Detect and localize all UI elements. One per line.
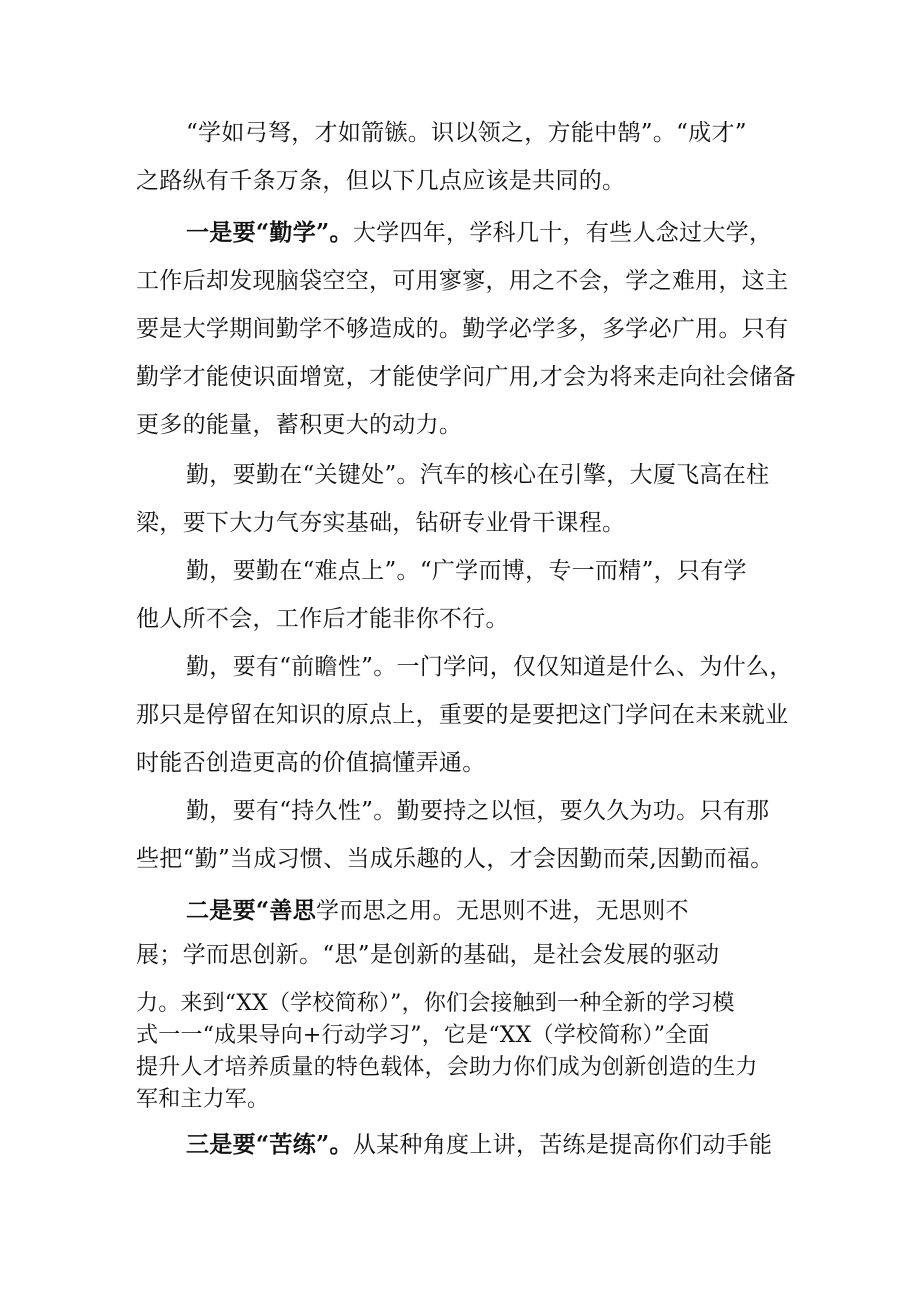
paragraph-2-line-4: 勤学才能使识面增宽，才能使学问广用,才会为将来走向社会储备: [136, 364, 797, 390]
paragraph-5-line-1: 勤，要有“前瞻性”。一门学问，仅仅知道是什么、为什么，: [186, 654, 793, 680]
paragraph-7-line-5: 提升人才培养质量的特色载体，会助力你们成为创新创造的生力: [136, 1055, 758, 1080]
paragraph-1-line-1: “学如弓弩，才如箭镞。识以领之，方能中鹄”。“成才”: [186, 120, 747, 146]
paragraph-1-line-2: 之路纵有千条万条，但以下几点应该是共同的。: [136, 168, 626, 194]
paragraph-5-line-3: 时能否创造更高的价值搞懂弄通。: [136, 750, 486, 776]
paragraph-8-lead: 三是要“苦练”。: [186, 1131, 353, 1158]
paragraph-2-lead: 一是要“勤学”。: [186, 219, 353, 246]
paragraph-8-line-1-text: 从某种角度上讲，苦练是提高你们动手能: [352, 1132, 773, 1158]
paragraph-2-line-2: 工作后却发现脑袋空空，可用寥寥，用之不会，学之难用，这主: [136, 268, 789, 294]
paragraph-2-line-5: 更多的能量，蓄积更大的动力。: [136, 412, 463, 438]
paragraph-4-line-2: 他人所不会，工作后才能非你不行。: [136, 606, 509, 632]
paragraph-4-line-1: 勤，要勤在“难点上”。“广学而博，专一而精”，只有学: [186, 558, 747, 584]
paragraph-7-line-6: 军和主力军。: [136, 1087, 270, 1112]
paragraph-3-line-1: 勤，要勤在“关键处”。汽车的核心在引擎，大厦飞高在柱: [186, 462, 770, 488]
paragraph-6-line-2: 些把“勤”当成习惯、当成乐趣的人，才会因勤而荣,因勤而福。: [136, 846, 774, 872]
paragraph-6-line-1: 勤，要有“持久性”。勤要持之以恒，要久久为功。只有那: [186, 798, 770, 824]
paragraph-8-line-1: [186, 1126, 772, 1159]
paragraph-7-lead: 二是要“善思: [186, 897, 317, 924]
paragraph-7-line-1: [186, 892, 689, 925]
paragraph-2-line-1-text: 大学四年，学科几十，有些人念过大学，: [352, 220, 773, 246]
paragraph-7-line-3: 力。来到“XX（学校简称）”，你们会接触到一种全新的学习模: [136, 991, 735, 1016]
paragraph-7-line-1-text: 学而思之用。无思则不进，无思则不: [316, 898, 689, 924]
paragraph-7-line-2: 展；学而思创新。“思”是创新的基础，是社会发展的驱动: [136, 942, 720, 968]
paragraph-5-line-2: 那只是停留在知识的原点上，重要的是要把这门学问在未来就业: [136, 702, 789, 728]
paragraph-2-line-3: 要是大学期间勤学不够造成的。勤学必学多，多学必广用。只有: [136, 316, 789, 342]
paragraph-7-line-4: 式一一“成果导向+行动学习”，它是“XX（学校简称）”全面: [136, 1023, 710, 1048]
paragraph-2-line-1: [186, 214, 772, 247]
paragraph-3-line-2: 梁，要下大力气夯实基础，钻研专业骨干课程。: [136, 510, 626, 536]
